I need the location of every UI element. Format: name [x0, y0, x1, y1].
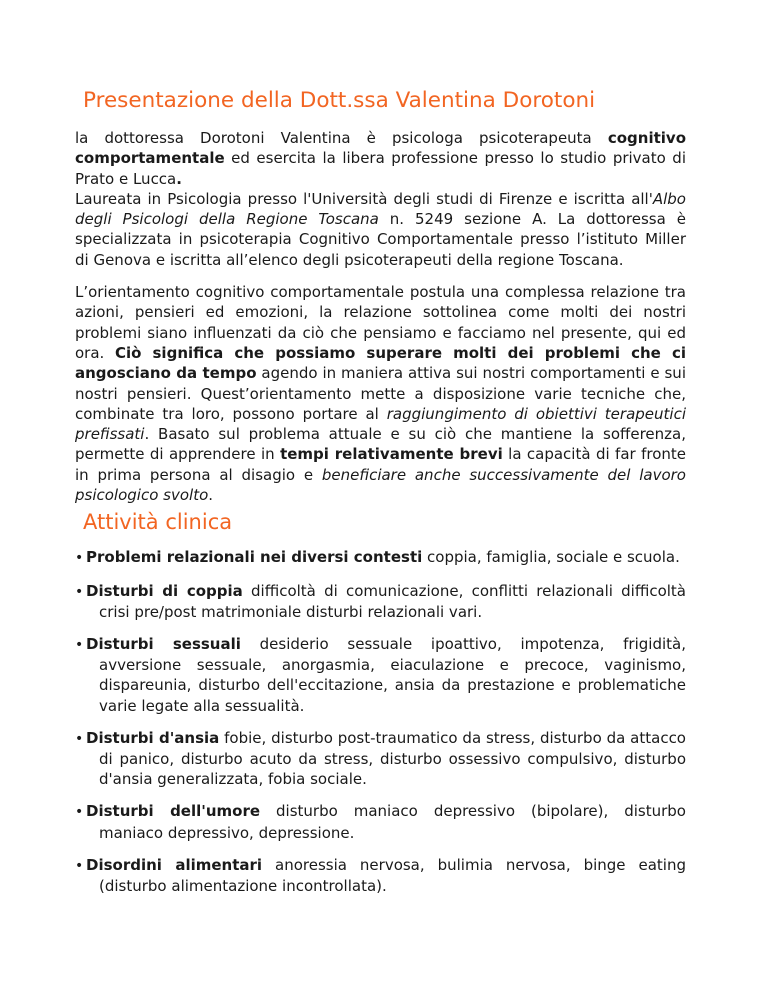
list-item-title: Disordini alimentari	[86, 855, 263, 874]
education-italic-albo: Albo degli Psicologi della Regione Toscana	[75, 189, 686, 229]
list-item-title: Problemi relazionali nei diversi contesti	[86, 548, 423, 567]
orientation-text-5: .	[208, 486, 214, 505]
list-item-title: Disturbi d'ansia	[86, 728, 220, 747]
list-item	[75, 547, 686, 568]
list-item-text: coppia, famiglia, sociale e scuola.	[422, 548, 680, 567]
orientation-text-2: agendo in maniera attiva sui nostri comportamenti e sui nostri pensieri. Quest’orientamento mette a disposizione varie tecniche che, combinate tra loro, possono portare al	[75, 364, 686, 423]
list-item-text: anoressia nervosa, bulimia nervosa, binge eating (disturbo alimentazione incontrollata).	[99, 855, 686, 895]
intro-bold-orientation: cognitivo comportamentale	[75, 129, 686, 168]
intro-bold-period: .	[176, 169, 182, 188]
orientation-bold-2: tempi relativamente brevi	[280, 445, 503, 464]
bullet-icon: •	[75, 583, 84, 600]
bullet-icon: •	[75, 804, 84, 821]
orientation-text-1: L’orientamento cognitivo comportamentale postula una complessa relazione tra azioni, pensieri ed emozioni, la relazione sottolinea come molti dei nostri problemi siano influenzati da ciò che pensiamo e facciamo nel presente, qui ed ora.	[75, 283, 686, 362]
orientation-italic-1: raggiungimento di obiettivi terapeutici prefissati	[75, 404, 686, 444]
list-item-title: Disturbi sessuali	[86, 634, 241, 653]
intro-paragraph	[75, 128, 686, 270]
list-item-title: Disturbi di coppia	[86, 581, 243, 600]
list-item	[75, 634, 686, 716]
page-title: Presentazione della Dott.ssa Valentina Dorotoni	[83, 88, 596, 113]
section-title-clinical-activity: Attività clinica	[83, 510, 233, 535]
list-item-text: disturbo maniaco depressivo (bipolare), disturbo maniaco depressivo, depressione.	[99, 802, 686, 842]
orientation-text-3: . Basato sul problema attuale e su ciò che mantiene la sofferenza, permette di apprendere in	[75, 425, 686, 464]
list-item-title: Disturbi dell'umore	[86, 802, 261, 821]
intro-text-1: la dottoressa Dorotoni Valentina è psicologa psicoterapeuta	[75, 129, 608, 147]
list-item-text: desiderio sessuale ipoattivo, impotenza, frigidità, avversione sessuale, anorgasmia, eiaculazione e precoce, vaginismo, dispareunia, disturbo dell'eccitazione, ansia da prestazione e problematiche varie legate alla sessualità.	[99, 634, 686, 715]
orientation-italic-2: beneficiare anche successivamente del lavoro psicologico svolto	[75, 465, 686, 505]
list-item	[75, 581, 686, 622]
list-item	[75, 801, 686, 842]
bullet-icon: •	[75, 636, 84, 653]
orientation-paragraph	[75, 282, 686, 505]
education-text-1: Laureata in Psicologia presso l'Università degli studi di Firenze e iscritta all'	[75, 189, 653, 208]
clinical-activity-list	[75, 547, 686, 896]
education-text-2: n. 5249 sezione A. La dottoressa è specializzata in psicoterapia Cognitivo Comportamentale presso l’istituto Miller di Genova e iscritta all’elenco degli psicoterapeuti della regione Toscana.	[75, 210, 686, 269]
bullet-icon: •	[75, 857, 84, 874]
orientation-text-4: la capacità di far fronte in prima persona al disagio e	[75, 445, 686, 484]
bullet-icon: •	[75, 550, 84, 567]
list-item-text: difficoltà di comunicazione, conflitti relazionali difficoltà crisi pre/post matrimoniale disturbi relazionali vari.	[99, 581, 686, 621]
list-item-text: fobie, disturbo post-traumatico da stress, disturbo da attacco di panico, disturbo acuto da stress, disturbo ossessivo compulsivo, disturbo d'ansia generalizzata, fobia sociale.	[99, 728, 686, 789]
list-item	[75, 855, 686, 896]
list-item	[75, 728, 686, 790]
intro-text-2: ed esercita la libera professione presso lo studio privato di Prato e Lucca	[75, 149, 686, 188]
bullet-icon: •	[75, 730, 84, 747]
orientation-bold-1: Ciò significa che possiamo superare molti dei problemi che ci angosciano da tempo	[75, 343, 686, 383]
document-page	[75, 86, 686, 908]
